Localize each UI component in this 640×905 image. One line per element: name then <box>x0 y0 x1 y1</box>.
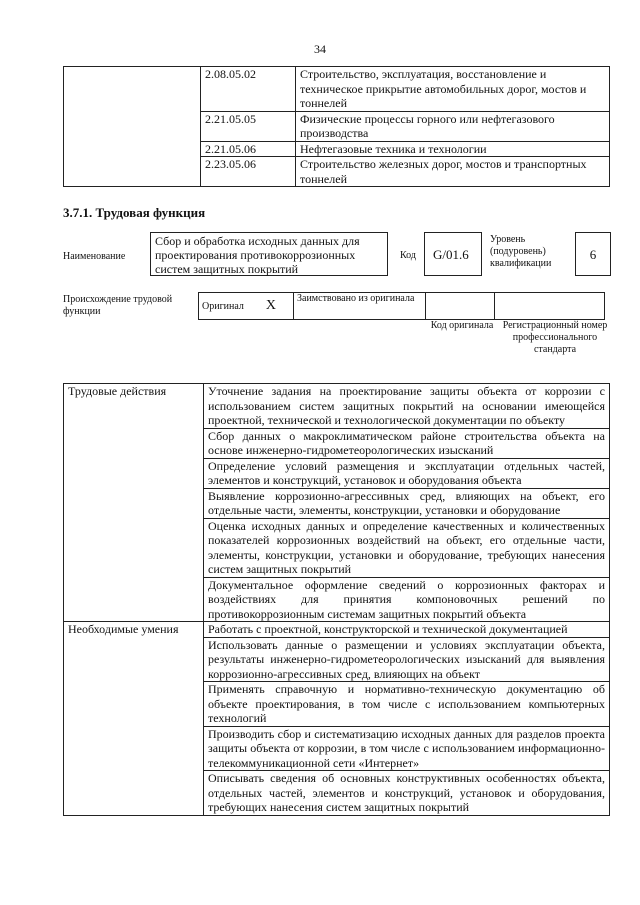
code-cell: 2.21.05.05 <box>201 111 296 141</box>
caption-code: Код оригинала <box>430 320 494 331</box>
registration-number-cell <box>495 293 605 320</box>
action-item: Выявление коррозионно-агрессивных сред, влияющих на объект, его отдельные части, элементы, конструкции, установки и оборудование <box>204 488 610 518</box>
skill-item: Описывать сведения об основных конструктивных особенностях объекта, отдельных частей, элементов и конструкций, установок и оборудования, требующих нанесения систем защитных покрытий <box>204 771 610 816</box>
table-row <box>64 622 610 638</box>
code-cell: 2.23.05.06 <box>201 157 296 187</box>
level-label: Уровень (подуровень) квалификации <box>490 234 552 269</box>
action-item: Уточнение задания на проектирование защиты объекта от коррозии с использованием систем защитных покрытий на основании имеющейся проектной, технической и технологической документации по объекту <box>204 384 610 429</box>
skill-item: Использовать данные о размещении и условиях эксплуатации объекта, результаты инженерно-гидрометеорологических изысканий для выявления коррозионно-агрессивных сред, влияющих на объект <box>204 637 610 682</box>
table-row <box>64 384 610 429</box>
page-number: 34 <box>314 42 326 56</box>
level-value: 6 <box>575 232 611 276</box>
origin-table <box>198 292 605 320</box>
action-item: Сбор данных о макроклиматическом районе строительства объекта на основе инженерно-гидрометеорологических изысканий <box>204 428 610 458</box>
actions-label: Трудовые действия <box>64 384 204 622</box>
skills-label: Необходимые умения <box>64 622 204 816</box>
name-cell: Строительство железных дорог, мостов и транспортных тоннелей <box>296 157 610 187</box>
action-item: Определение условий размещения и эксплуатации отдельных частей, элементов и конструкций, установок и оборудования объекта <box>204 458 610 488</box>
table-row <box>64 67 610 112</box>
name-cell: Физические процессы горного или нефтегазового производства <box>296 111 610 141</box>
origin-label: Происхождение трудовой функции <box>63 294 173 317</box>
name-cell: Строительство, эксплуатация, восстановление и техническое прикрытие автомобильных дорог, мостов и тоннелей <box>296 67 610 112</box>
code-cell: 2.08.05.02 <box>201 67 296 112</box>
name-label: Наименование <box>63 251 126 262</box>
borrowed-cell: Заимствовано из оригинала <box>294 293 426 320</box>
name-cell: Нефтегазовые техника и технологии <box>296 141 610 157</box>
original-cell <box>199 293 294 320</box>
original-label: Оригинал <box>202 301 244 312</box>
function-code-value: G/01.6 <box>424 232 482 276</box>
skill-item: Производить сбор и систематизацию исходных данных для разделов проекта защиты объекта от коррозии, в том числе с использованием информационно-телекоммуникационной сети «Интернет» <box>204 726 610 771</box>
action-item: Документальное оформление сведений о коррозионных факторах и воздействиях для принятия компоновочных решений по противокоррозионным системам защитных покрытий объекта <box>204 577 610 622</box>
original-code-cell <box>426 293 495 320</box>
empty-cell <box>64 67 201 187</box>
function-name-value: Сбор и обработка исходных данных для проектирования противокоррозионных систем защитных покрытий <box>150 232 388 276</box>
caption-registration: Регистрационный номер профессионального стандарта <box>502 320 608 355</box>
action-item: Оценка исходных данных и определение качественных и количественных показателей коррозионных воздействий на объект, его отдельные части, элементы, конструкции, установки и оборудование, требующих нанесения систем защитных покрытий <box>204 518 610 577</box>
code-label: Код <box>400 250 416 261</box>
table-row <box>199 293 605 320</box>
original-mark: X <box>265 298 277 313</box>
labor-function-table <box>63 383 610 816</box>
skill-item: Применять справочную и нормативно-техническую документацию об объекте проектирования, в том числе с использованием компьютерных технологий <box>204 682 610 727</box>
education-codes-table <box>63 66 610 187</box>
code-cell: 2.21.05.06 <box>201 141 296 157</box>
skill-item: Работать с проектной, конструкторской и технической документацией <box>204 622 610 638</box>
section-title: 3.7.1. Трудовая функция <box>63 205 206 220</box>
